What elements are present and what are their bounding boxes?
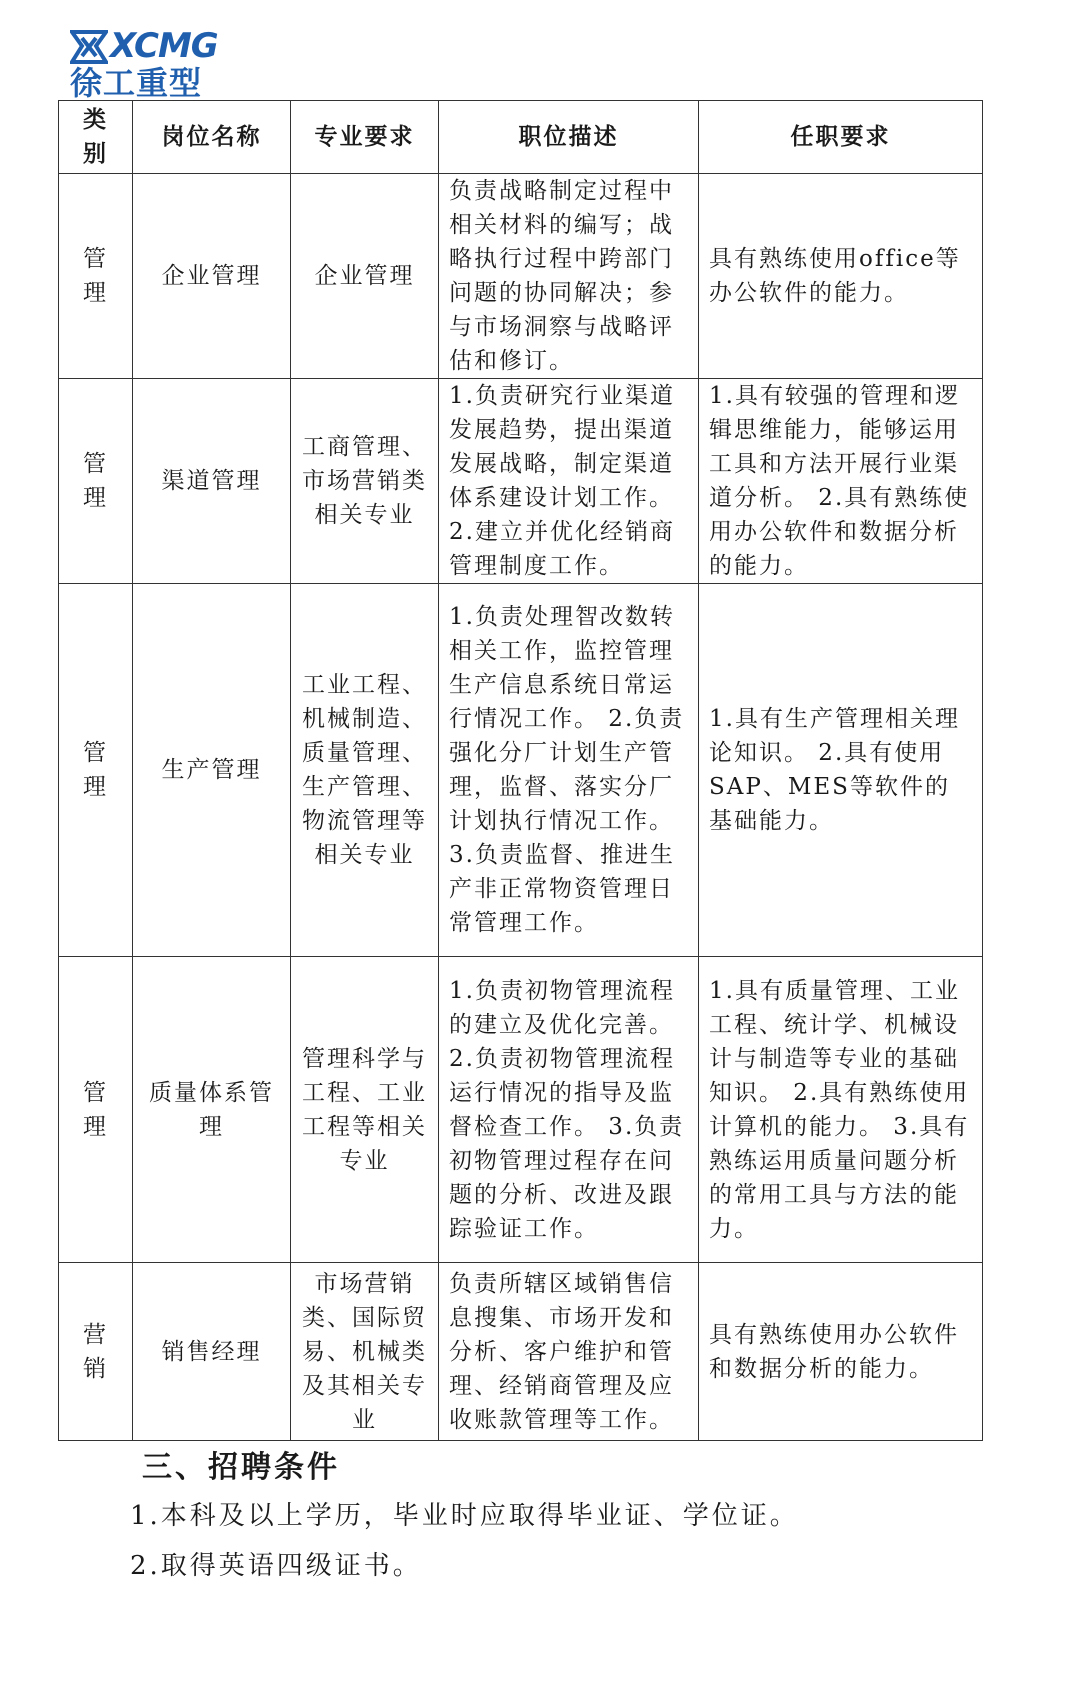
- cell-position: 企业管理: [133, 174, 291, 379]
- cell-category: 营销: [59, 1263, 133, 1441]
- cell-requirements: 1.具有质量管理、工业工程、统计学、机械设计与制造等专业的基础知识。 2.具有熟练使用计算机的能力。 3.具有熟练运用质量问题分析的常用工具与方法的能力。: [699, 957, 983, 1263]
- table-row: [59, 957, 983, 1263]
- table-row: [59, 584, 983, 957]
- cell-category: 管理: [59, 957, 133, 1263]
- cell-major: 工商管理、市场营销类相关专业: [291, 379, 439, 584]
- header-category: 类别: [59, 101, 133, 174]
- cell-position: 渠道管理: [133, 379, 291, 584]
- section-title: 三、招聘条件: [142, 1450, 340, 1485]
- cell-category: 管理: [59, 379, 133, 584]
- cell-description: 负责所辖区域销售信息搜集、市场开发和分析、客户维护和管理、经销商管理及应收账款管理等工作。: [439, 1263, 699, 1441]
- cell-description: 负责战略制定过程中相关材料的编写；战略执行过程中跨部门问题的协同解决；参与市场洞察与战略评估和修订。: [439, 174, 699, 379]
- cell-major: 市场营销类、国际贸易、机械类及其相关专业: [291, 1263, 439, 1441]
- table-row: [59, 174, 983, 379]
- cell-description: 1.负责研究行业渠道发展趋势，提出渠道发展战略，制定渠道体系建设计划工作。 2.建立并优化经销商管理制度工作。: [439, 379, 699, 584]
- xcmg-emblem-icon: [70, 30, 108, 64]
- header-description: 职位描述: [439, 101, 699, 174]
- xcmg-logo: [70, 26, 230, 102]
- logo-brand-cn: 徐工重型: [70, 64, 203, 102]
- cell-category: 管理: [59, 584, 133, 957]
- job-table: [58, 100, 983, 1441]
- cell-requirements: 具有熟练使用办公软件和数据分析的能力。: [699, 1263, 983, 1441]
- cell-position: 生产管理: [133, 584, 291, 957]
- cell-requirements: 具有熟练使用office等办公软件的能力。: [699, 174, 983, 379]
- cell-description: 1.负责处理智改数转相关工作，监控管理生产信息系统日常运行情况工作。 2.负责强化分厂计划生产管理，监督、落实分厂计划执行情况工作。 3.负责监督、推进生产非正常物资管理日常管理工作。: [439, 584, 699, 957]
- cell-major: 管理科学与工程、工业工程等相关专业: [291, 957, 439, 1263]
- table-row: [59, 1263, 983, 1441]
- cell-major: 企业管理: [291, 174, 439, 379]
- header-major: 专业要求: [291, 101, 439, 174]
- condition-item: 1.本科及以上学历，毕业时应取得毕业证、学位证。: [130, 1501, 799, 1531]
- header-requirements: 任职要求: [699, 101, 983, 174]
- header-position: 岗位名称: [133, 101, 291, 174]
- table-header-row: [59, 101, 983, 174]
- cell-position: 销售经理: [133, 1263, 291, 1441]
- cell-requirements: 1.具有较强的管理和逻辑思维能力，能够运用工具和方法开展行业渠道分析。 2.具有熟练使用办公软件和数据分析的能力。: [699, 379, 983, 584]
- condition-item: 2.取得英语四级证书。: [130, 1551, 422, 1581]
- cell-description: 1.负责初物管理流程的建立及优化完善。 2.负责初物管理流程运行情况的指导及监督检查工作。 3.负责初物管理过程存在问题的分析、改进及跟踪验证工作。: [439, 957, 699, 1263]
- cell-position: 质量体系管理: [133, 957, 291, 1263]
- table-row: [59, 379, 983, 584]
- cell-major: 工业工程、机械制造、质量管理、生产管理、物流管理等相关专业: [291, 584, 439, 957]
- logo-brand-en: XCMG: [110, 26, 218, 66]
- cell-requirements: 1.具有生产管理相关理论知识。 2.具有使用SAP、MES等软件的基础能力。: [699, 584, 983, 957]
- cell-category: 管理: [59, 174, 133, 379]
